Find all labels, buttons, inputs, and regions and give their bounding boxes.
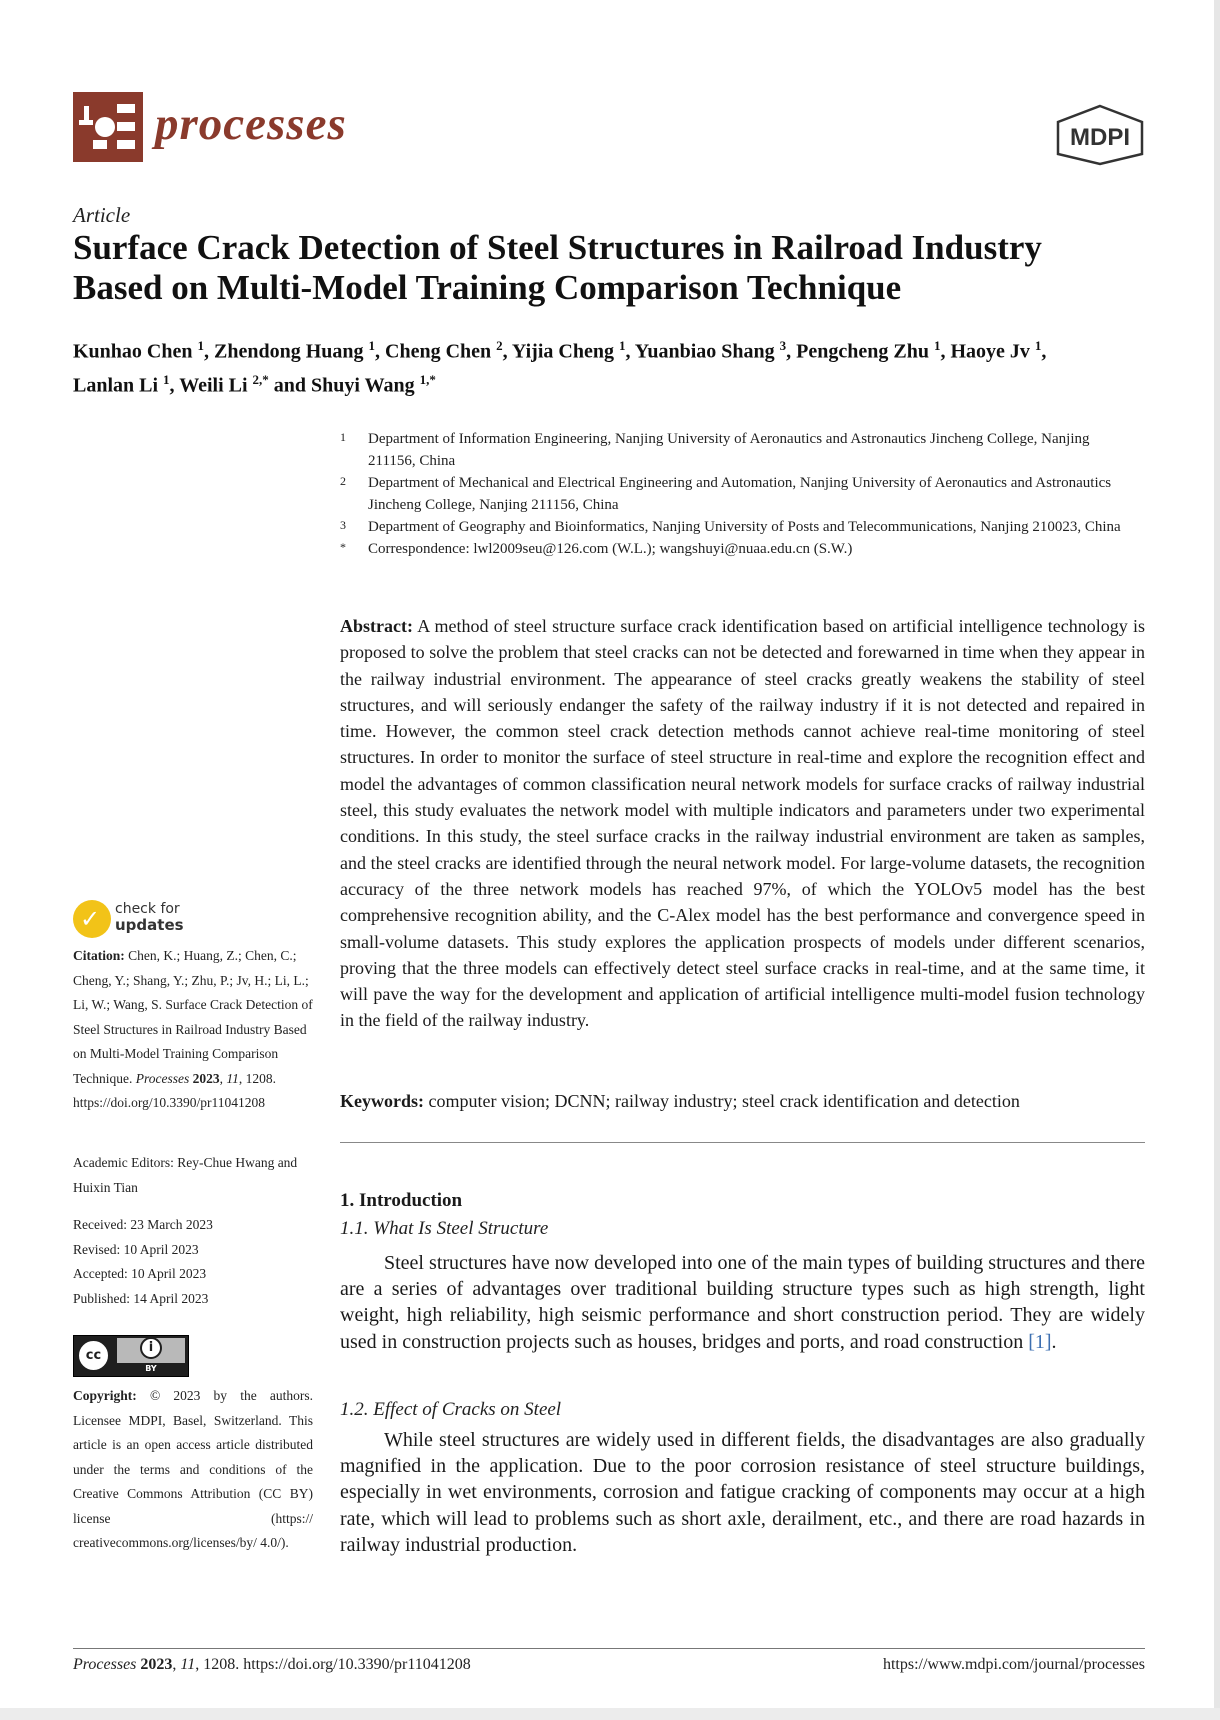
affiliation-text: Department of Information Engineering, Nanjing University of Aeronautics and Astronautics Jincheng College, Nanjing 211156, China xyxy=(368,431,1090,469)
correspondence-item xyxy=(340,538,1140,560)
author-affil-mark: 1 xyxy=(933,338,941,353)
attribution-person-icon: i xyxy=(140,1337,162,1359)
affiliations xyxy=(340,428,1140,560)
journal-name: processes xyxy=(155,98,347,150)
affiliation-text: Department of Geography and Bioinformatics, Nanjing University of Posts and Telecommunications, Nanjing 210023, China xyxy=(368,519,1121,535)
footer-citation: Processes 2023, 11, 1208. https://doi.org/10.3390/pr11041208 xyxy=(73,1656,471,1673)
cc-icon: cc xyxy=(77,1339,110,1372)
citation-text: Chen, K.; Huang, Z.; Chen, C.; Cheng, Y.; Shang, Y.; Zhu, P.; Jv, H.; Li, L.; Li, W.; Wang, S. Surface Crack Detection of Steel Structures in Railroad Industry Based on Multi-Model Training Comparison Technique. xyxy=(73,948,313,1086)
mdpi-logo-icon xyxy=(1054,104,1146,166)
copyright-label: Copyright: xyxy=(73,1388,137,1403)
author-affil-mark: 1 xyxy=(368,338,376,353)
author-affil-mark: 1 xyxy=(197,338,204,353)
paragraph-end: . xyxy=(1051,1330,1057,1353)
author-name[interactable]: Shuyi Wang xyxy=(311,374,415,397)
paragraph-steel-structure xyxy=(340,1250,1145,1355)
citation-year: 2023 xyxy=(192,1070,220,1086)
abstract xyxy=(340,613,1145,1034)
author-affil-mark: 3 xyxy=(779,338,787,353)
correspondence-text[interactable]: Correspondence: lwl2009seu@126.com (W.L.); wangshuyi@nuaa.edu.cn (S.W.) xyxy=(368,541,853,557)
affiliation-item xyxy=(340,516,1140,538)
author-name[interactable]: Yijia Cheng xyxy=(511,340,614,363)
publication-dates xyxy=(73,1213,318,1311)
footer-journal: Processes xyxy=(73,1656,137,1673)
date-accepted: Accepted: 10 April 2023 xyxy=(73,1266,207,1281)
affiliation-mark: * xyxy=(340,540,346,554)
footer-doi[interactable]: , 1208. https://doi.org/10.3390/pr11041208 xyxy=(195,1656,471,1673)
affiliation-item xyxy=(340,428,1140,472)
author-name[interactable]: Weili Li xyxy=(179,374,248,397)
page-bottom-edge xyxy=(0,1708,1220,1720)
author-name[interactable]: Haoye Jv xyxy=(950,340,1030,363)
copyright-notice xyxy=(73,1384,313,1556)
cc-by-license-badge[interactable] xyxy=(73,1335,189,1377)
copyright-text: © 2023 by the authors. Licensee MDPI, Basel, Switzerland. This article is an open access article distributed under the terms and conditions of the Creative Commons Attribution (CC BY) license (https:// creativecommons.org/licenses/by/ 4.0/). xyxy=(73,1388,314,1550)
check-for-updates-button[interactable] xyxy=(73,900,243,942)
abstract-divider xyxy=(340,1142,1145,1143)
mdpi-logo-text: MDPI xyxy=(1070,124,1130,151)
author-line: Kunhao Chen $^1$, Zhendong Huang $^1$, Cheng Chen $^2$, Yijia Cheng $^1$, Yuanbiao Shang $^3$, Pengcheng Zhu $^1$, Haoye Jv $^1$, xyxy=(73,338,1047,363)
date-received: Received: 23 March 2023 xyxy=(73,1217,213,1232)
paragraph-cracks-effect: While steel structures are widely used in different fields, the disadvantages are also gradually magnified in the application. Due to the poor corrosion resistance of steel structure buildings, especially in wet environments, corrosion and fatigue cracking of components may occur at a high rate, which will lead to problems such as short axle, derailment, etc., and there are road hazards in railway industrial production. xyxy=(340,1429,1145,1556)
subsection-heading-steel-structure: 1.1. What Is Steel Structure xyxy=(340,1218,549,1239)
check-updates-icon: ✓ xyxy=(73,900,111,938)
footer-divider xyxy=(73,1648,1145,1649)
citation-doi-link[interactable]: https://doi.org/10.3390/pr11041208 xyxy=(73,1095,266,1110)
section-heading-introduction: 1. Introduction xyxy=(340,1190,463,1211)
date-published: Published: 14 April 2023 xyxy=(73,1290,209,1306)
author-affil-mark: 2 xyxy=(496,338,503,353)
subsection-heading-cracks-effect: 1.2. Effect of Cracks on Steel xyxy=(340,1399,562,1420)
academic-editors: Academic Editors: Rey-Chue Hwang and Huixin Tian xyxy=(73,1155,298,1195)
article-type: Article xyxy=(73,203,131,227)
author-name[interactable]: Yuanbiao Shang xyxy=(634,340,775,363)
author-affil-mark: 2,* xyxy=(252,371,269,387)
citation-label: Citation: xyxy=(73,948,125,963)
check-updates-line1: check for xyxy=(115,901,180,917)
abstract-text: A method of steel structure surface crack identification based on artificial intelligence technology is proposed to solve the problem that steel cracks can not be detected and forewarned in time when they appear in the railway industrial environment. The appearance of steel cracks greatly weakens the stability of steel structures, and will seriously endanger the safety of the railway industry if it is not detected and repaired in time. However, the common steel crack detection methods cannot achieve real-time monitoring of steel structures. In order to monitor the surface of steel structure in real-time and explore the recognition effect and model the advantages of common classification neural network models for surface cracks of railway industrial steel, this study evaluates the network model with multiple indicators and parameters under two experimental conditions. In this study, the steel surface cracks in the railway industrial environment are taken as samples, and the steel cracks are identified through the neural network model. For large-volume datasets, the recognition accuracy of the three network models has reached 97%, of which the YOLOv5 model has the best comprehensive recognition ability, and the C-Alex model has the best performance and convergence speed in small-volume datasets. This study explores the application prospects of models under different scenarios, proving that the three models can effectively detect steel surface cracks in real-time, and at the same time, it will pave the way for the development and application of artificial intelligence multi-model fusion technology in the field of the railway industry. xyxy=(340,616,1146,1031)
check-updates-line2: updates xyxy=(115,916,184,934)
paper-title xyxy=(73,228,1153,308)
author-name[interactable]: Zhendong Huang xyxy=(214,340,364,363)
citation-block: Citation: Chen, K.; Huang, Z.; Chen, C.; Cheng, Y.; Shang, Y.; Zhu, P.; Jv, H.; Li, L.; Li, W.; Wang, S. Surface Crack Detection of Steel Structures in Railroad Industry Based on Multi-Model Training Comparison Technique. Processes 2023, 11, 1208. https://doi.org/10.3390/pr11041208 xyxy=(73,948,313,1110)
page-edge xyxy=(1214,0,1220,1720)
keywords-text: computer vision; DCNN; railway industry; steel crack identification and detection xyxy=(428,1091,1020,1111)
footer-year: 2023 xyxy=(140,1656,173,1673)
citation-journal: Processes xyxy=(135,1070,190,1086)
title-line: Surface Crack Detection of Steel Structures in Railroad Industry xyxy=(73,228,1042,267)
author-line: Lanlan Li $^1$, Weili Li $^{2,*}$ and Shuyi Wang $^{1,*}$ xyxy=(73,371,436,397)
title-line: Based on Multi-Model Training Comparison Technique xyxy=(73,268,902,307)
abstract-label: Abstract: xyxy=(340,616,413,636)
author-name[interactable]: Kunhao Chen xyxy=(73,340,193,363)
paragraph-text: Steel structures have now developed into one of the main types of building structures and there are a series of advantages over traditional building structure types such as high strength, light weight, high reliability, high seismic performance and short construction period. They are widely used in construction projects such as houses, bridges and ports, and road construction xyxy=(340,1252,1145,1353)
author-name[interactable]: Lanlan Li xyxy=(73,374,159,397)
footer-journal-url[interactable]: https://www.mdpi.com/journal/processes xyxy=(882,1656,1145,1673)
keywords-label: Keywords: xyxy=(340,1091,424,1111)
journal-logo-icon xyxy=(73,92,143,162)
affiliation-text: Department of Mechanical and Electrical Engineering and Automation, Nanjing University of Aeronautics and Astronautics Jincheng College, Nanjing 211156, China xyxy=(368,475,1112,513)
affiliation-item xyxy=(340,472,1140,516)
by-label: BY xyxy=(117,1363,185,1374)
keywords xyxy=(340,1088,1145,1114)
reference-link[interactable]: [1] xyxy=(1028,1330,1052,1353)
author-affil-mark: 1 xyxy=(163,371,170,387)
author-affil-mark: 1 xyxy=(618,338,626,353)
date-revised: Revised: 10 April 2023 xyxy=(73,1241,199,1257)
citation-volume: 11 xyxy=(226,1070,239,1086)
author-name[interactable]: Cheng Chen xyxy=(385,340,492,363)
affiliation-mark: 2 xyxy=(340,474,346,488)
author-affil-mark: 1,* xyxy=(419,371,436,387)
author-affil-mark: 1 xyxy=(1034,338,1042,353)
author-list xyxy=(73,332,1153,399)
author-name[interactable]: Pengcheng Zhu xyxy=(796,340,929,363)
affiliation-mark: 3 xyxy=(340,518,346,532)
affiliation-mark: 1 xyxy=(340,430,346,444)
citation-page: , 1208. xyxy=(238,1070,277,1086)
footer-volume: 11 xyxy=(180,1656,196,1673)
